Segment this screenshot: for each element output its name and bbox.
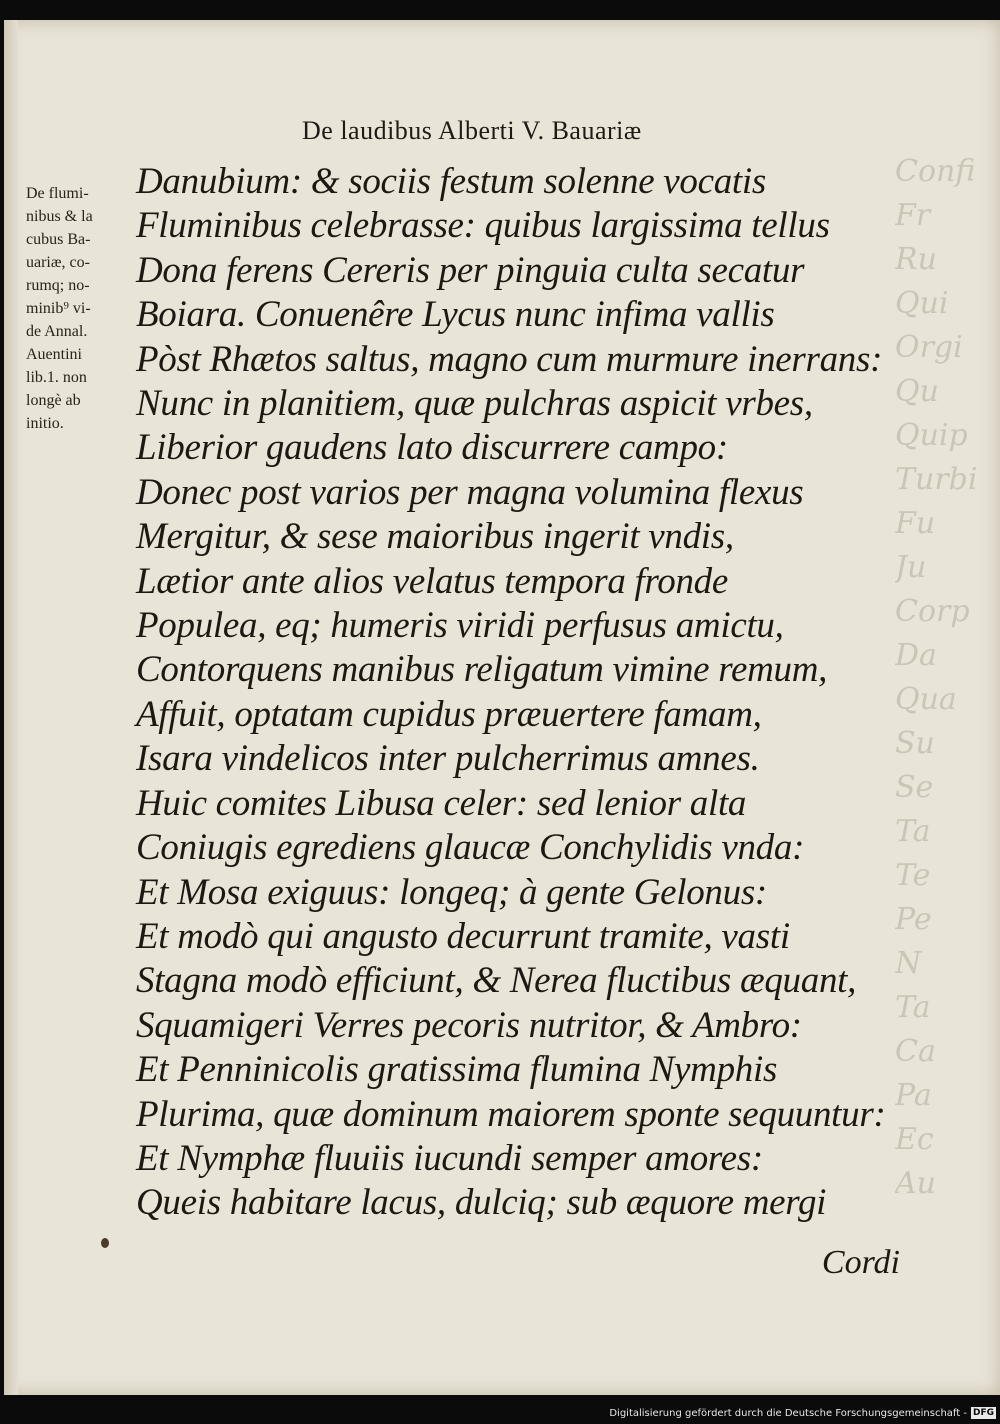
marginal-note xyxy=(26,182,130,435)
marginal-line: nibus & la xyxy=(26,208,93,225)
dfg-logo-icon: DFG xyxy=(972,1408,994,1418)
marginal-line: cubus Ba- xyxy=(26,231,91,248)
verse-line: Lætior ante alios velatus tempora fronde xyxy=(136,560,728,602)
verse-line: Plurima, quæ dominum maiorem sponte sequuntur: xyxy=(136,1093,886,1135)
marginal-line: de Annal. xyxy=(26,323,88,340)
marginal-line: rumq; no- xyxy=(26,277,90,294)
verse-line: Boiara. Conuenêre Lycus nunc infima vallis xyxy=(136,294,775,336)
verse-line: Contorquens manibus religatum vimine remum, xyxy=(136,649,828,691)
marginal-line: lib.1. non xyxy=(26,369,87,386)
verse-line: Et Mosa exiguus: longeq; à gente Gelonus: xyxy=(136,871,767,913)
verse-line: Et Penninicolis gratissima flumina Nymphis xyxy=(136,1049,778,1091)
marginal-line: longè ab xyxy=(26,392,81,409)
running-title: De laudibus Alberti V. Bauariæ xyxy=(302,116,642,145)
ink-spot xyxy=(101,1238,109,1248)
marginal-line: initio. xyxy=(26,415,64,432)
page-edge xyxy=(4,20,18,1395)
verse-block xyxy=(136,160,906,1226)
marginal-line: minib⁹ vi- xyxy=(26,300,91,317)
marginal-line: uariæ, co- xyxy=(26,254,90,271)
verse-line: Pòst Rhætos saltus, magno cum murmure inerrans: xyxy=(136,338,883,380)
verse-line: Stagna modò efficiunt, & Nerea fluctibus æquant, xyxy=(136,960,857,1002)
verse-line: Squamigeri Verres pecoris nutritor, & Ambro: xyxy=(136,1004,802,1046)
verse-line: Donec post varios per magna volumina flexus xyxy=(136,471,804,513)
verse-line: Nunc in planitiem, quæ pulchras aspicit vrbes, xyxy=(136,383,813,425)
verse-line: Populea, eq; humeris viridi perfusus amictu, xyxy=(136,605,784,647)
verse-line: Fluminibus celebrasse: quibus largissima tellus xyxy=(136,205,830,247)
show-through-text: Confi Fr Ru Qui Orgi Qu Quip Turbi Fu Ju Corp Da Qua Su Se Ta Te Pe N Ta Ca Pa Ec Au xyxy=(895,154,978,1201)
verse-line: Isara vindelicos inter pulcherrimus amnes. xyxy=(136,738,760,780)
verse-line: Danubium: & sociis festum solenne vocatis xyxy=(136,161,766,202)
verse-line: Et Nymphæ fluuiis iucundi semper amores: xyxy=(136,1137,763,1179)
verse-line: Huic comites Libusa celer: sed lenior alta xyxy=(136,782,747,824)
verse-line: Et modò qui angusto decurrunt tramite, vasti xyxy=(136,915,790,957)
verse-line: Dona ferens Cereris per pinguia culta secatur xyxy=(136,249,805,291)
verse-line: Liberior gaudens lato discurrere campo: xyxy=(136,427,728,469)
marginal-line: De flumi- xyxy=(26,185,89,202)
verse-line: Mergitur, & sese maioribus ingerit vndis, xyxy=(136,516,734,558)
verse-line: Coniugis egrediens glaucæ Conchylidis vnda: xyxy=(136,827,805,869)
verse-line: Affuit, optatam cupidus præuertere famam, xyxy=(136,693,762,735)
marginal-line: Auentini xyxy=(26,346,82,363)
catchword: Cordi xyxy=(821,1244,900,1281)
verse-line: Queis habitare lacus, dulciq; sub æquore mergi xyxy=(136,1182,827,1224)
digitization-footer xyxy=(609,1407,996,1419)
funding-credit: Digitalisierung gefördert durch die Deutsche Forschungsgemeinschaft - xyxy=(609,1407,967,1419)
